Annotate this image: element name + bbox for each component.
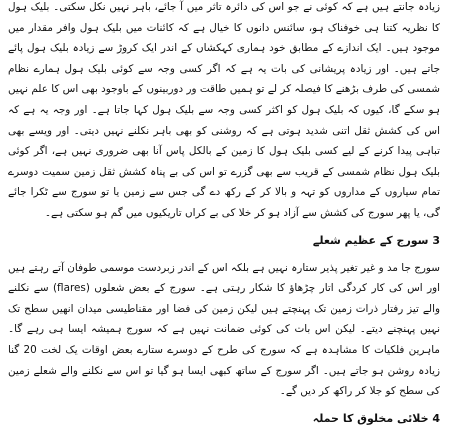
paragraph-black-holes: زیادہ جانتے ہیں ہے کہ کوئی نے جو اس کی دائرہ تاثر میں آ جائے، باہر نہیں نکل سکتی۔ بلیک ہول کا نظریہ کتنا ہی خوفناک ہو، سائنس دانوں کا خیال ہے کہ کائنات میں بلیک ہول وافر مقدار میں موجود ہیں۔ ایک اندازے کے مطابق خود ہماری کہکشاں کے اندر ایک کروڑ سے زیادہ بلیک ہول پائے جاتے ہیں۔ اور زیادہ پریشانی کی بات یہ ہے کہ اگر کسی وجہ سے کوئی بلیک ہول ہمارے نظام شمسی کی طرف بڑھنے کا فیصلہ کر لے تو ہمیں طاقت ور دوربینوں کے باوجود بھی اس کا علم نہیں ہو سکے گا، کیوں کہ بلیک ہول کو اکثر کسی وجہ سے بلیک ہول کہا جاتا ہے۔ اور وجہ یہ ہے کہ اس کی کشش ثقل اتنی شدید ہوتی ہے کہ روشنی کو بھی باہر نکلنے نہیں دیتی۔ اور ویسے بھی تباہی پیدا کرنے کے لیے کسی بلیک ہول کا زمین کے بالکل پاس آنا بھی ضروری نہیں ہے، اگر کوئی بلیک ہول نظام شمسی کے قریب سے بھی گزرے تو اس کی بے پناہ کشش ثقل زمین سمیت دوسرے تمام سیاروں کے مداروں کو تہہ و بالا کر کے رکھ دے گی جس سے زمین یا تو سورج سے ٹکرا جائے گی، یا پھر سورج کی کشش سے آزاد ہو کر خلا کی بے کراں تاریکیوں میں گم ہو سکتی ہے۔ xyxy=(8,1,440,219)
section-heading-solar-flares: 3 سورج کے عظیم شعلے xyxy=(312,233,440,247)
section-heading-alien-attack: 4 خلائی مخلوق کا حملہ xyxy=(312,411,440,425)
paragraph-solar-flares: سورج جا مد و غیر تغیر پذیر ستارہ نہیں ہے بلکہ اس کے اندر زبردست موسمی طوفان آتے رہتے ہیں اور اس کی کار کردگی اتار چڑھاؤ کا شکار رہتی ہے۔ سورج کے بعض شعلوں (flares) سے نکلنے والے تیز رفتار ذرات زمین تک پہنچتے ہیں لیکن زمین کی فضا اور مقناطیسی میدان انھیں سطح تک نہیں پہنچنے دیتے۔ لیکن اس بات کی کوئی ضمانت نہیں ہے کہ سورج ہمیشہ ایسا ہی رہے گا۔ ماہرین فلکیات کا مشاہدہ ہے کہ سورج کی طرح کے دوسرے ستارے بعض اوقات یک لخت 20 گنا زیادہ روشن ہو جاتے ہیں۔ اگر سورج کے ساتھ کبھی ایسا ہو گیا تو اس سے نکلنے والے شعلے زمین کی سطح کو جلا کر راکھ کر دیں گے۔ xyxy=(8,261,441,398)
